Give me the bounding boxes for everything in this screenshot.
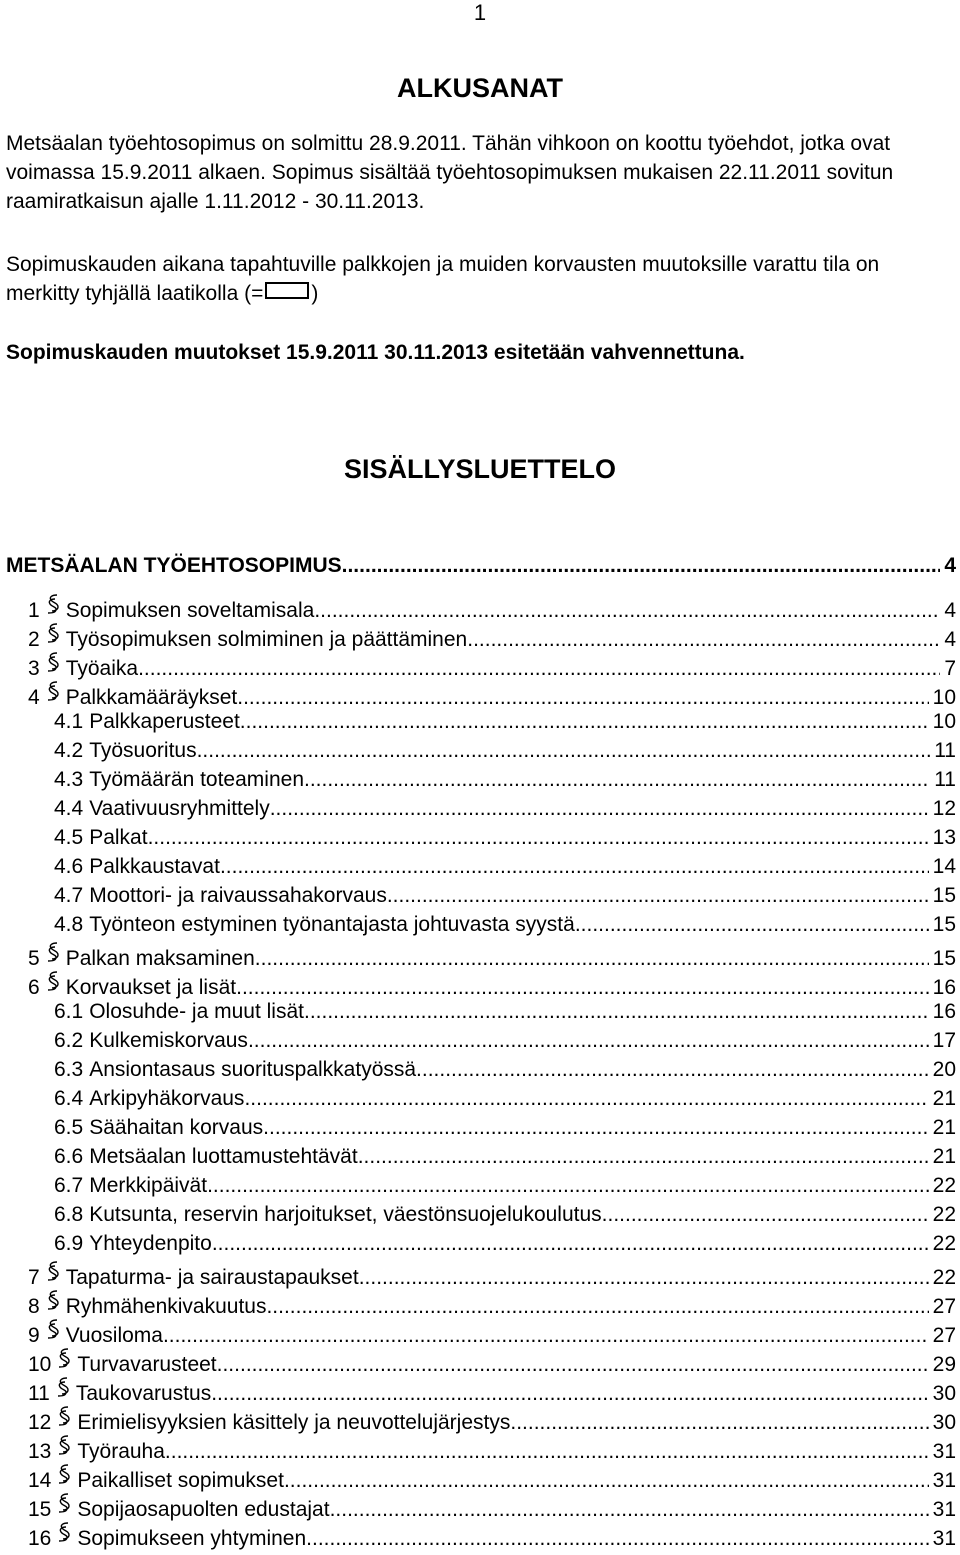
toc-entry-label: Palkkaperusteet <box>89 710 240 733</box>
toc-entry-label: Merkkipäivät <box>89 1174 208 1197</box>
toc-entry[interactable] <box>6 591 956 620</box>
toc-entry-label: Palkkamääräykset <box>65 686 238 709</box>
toc-leader-dots <box>211 1379 928 1408</box>
toc-entry[interactable] <box>6 1490 956 1519</box>
toc-leader-dots <box>304 765 930 794</box>
table-of-contents <box>6 548 956 1548</box>
toc-entry-label: Taukovarustus <box>75 1382 212 1405</box>
toc-entry[interactable] <box>6 1519 956 1548</box>
toc-entry[interactable] <box>6 968 956 997</box>
toc-entry-label: Vuosiloma <box>65 1324 163 1347</box>
toc-entry-page: 16 <box>932 976 956 999</box>
toc-entry-number: 6.3 <box>54 1058 84 1081</box>
toc-entry-number: 12 <box>28 1411 52 1434</box>
toc-entry-label: Erimielisyyksien käsittely ja neuvottelujärjestys <box>77 1411 511 1434</box>
toc-entry[interactable] <box>6 649 956 678</box>
section-sign-icon <box>42 591 64 617</box>
toc-entry[interactable] <box>6 910 956 939</box>
toc-entry-number: 6.9 <box>54 1232 84 1255</box>
toc-entry-label: Paikalliset sopimukset <box>77 1469 284 1492</box>
toc-entry-label: Ansiontasaus suorituspalkkatyössä <box>89 1058 417 1081</box>
toc-entry-label: Työsopimuksen solmiminen ja päättäminen <box>65 628 468 651</box>
toc-entry[interactable] <box>6 1200 956 1229</box>
toc-entry-page: 21 <box>932 1145 956 1168</box>
toc-entry-label: Sopijaosapuolten edustajat <box>77 1498 330 1521</box>
toc-entry-number: 2 <box>28 628 40 651</box>
toc-leader-dots <box>197 736 931 765</box>
toc-entry-label: Säähaitan korvaus <box>89 1116 264 1139</box>
toc-entry[interactable] <box>6 1345 956 1374</box>
toc-entry-label: Työmäärän toteaminen <box>89 768 304 791</box>
toc-leader-dots <box>342 548 941 584</box>
toc-leader-dots <box>212 1229 929 1258</box>
toc-entry-label: Työsuoritus <box>89 739 197 762</box>
toc-entry-label: Palkan maksaminen <box>65 947 255 970</box>
toc-entry-number: 6.6 <box>54 1145 84 1168</box>
toc-entry-label: Korvaukset ja lisät <box>65 976 237 999</box>
toc-leader-dots <box>359 1263 929 1292</box>
toc-entry-number: 6.4 <box>54 1087 84 1110</box>
toc-entry-label: Kutsunta, reservin harjoitukset, väestönsuojelukoulutus <box>89 1203 602 1226</box>
toc-entry-label: Metsäalan luottamustehtävät <box>89 1145 358 1168</box>
section-sign-icon <box>53 1345 75 1371</box>
changes-note: Sopimuskauden muutokset 15.9.2011 30.11.2013 esitetään vahvennettuna. <box>6 341 745 364</box>
empty-box-note-text: Sopimuskauden aikana tapahtuville palkkojen ja muiden korvausten muutoksille varattu tila on merkitty tyhjällä laatikolla (= <box>6 253 880 305</box>
toc-leader-dots <box>467 625 940 654</box>
section-sign-icon <box>42 1258 64 1284</box>
toc-leader-dots <box>207 1171 929 1200</box>
section-sign-icon <box>53 1490 75 1516</box>
toc-entry[interactable] <box>6 678 956 707</box>
toc-entry[interactable] <box>6 823 956 852</box>
toc-entry-page: 10 <box>932 710 956 733</box>
toc-entry[interactable] <box>6 1403 956 1432</box>
toc-leader-dots <box>220 852 929 881</box>
toc-entry[interactable] <box>6 852 956 881</box>
toc-entry[interactable] <box>6 939 956 968</box>
section-sign-icon <box>52 1374 74 1400</box>
section-sign-icon <box>42 1316 64 1342</box>
section-sign-icon <box>42 939 64 965</box>
toc-entry-number: 6.2 <box>54 1029 84 1052</box>
toc-leader-dots <box>266 1292 928 1321</box>
toc-leader-dots <box>358 1142 929 1171</box>
toc-entry-page: 4 <box>944 628 956 651</box>
toc-leader-dots <box>575 910 929 939</box>
section-sign-icon <box>53 1461 75 1487</box>
toc-entry-number: 5 <box>28 947 40 970</box>
toc-entry-number: 1 <box>28 599 40 622</box>
toc-entry-label: Palkat <box>89 826 148 849</box>
toc-entry-label: Turvavarusteet <box>77 1353 217 1376</box>
toc-entry-page: 17 <box>932 1029 956 1052</box>
toc-entry-page: 31 <box>932 1469 956 1492</box>
section-sign-icon <box>42 649 64 675</box>
toc-entry-label: METSÄALAN TYÖEHTOSOPIMUS <box>6 554 342 577</box>
toc-leader-dots <box>148 823 929 852</box>
toc-entry-page: 22 <box>932 1232 956 1255</box>
toc-entry[interactable] <box>6 1026 956 1055</box>
toc-entry-number: 6.8 <box>54 1203 84 1226</box>
toc-entry-page: 27 <box>932 1295 956 1318</box>
toc-entry-page: 7 <box>944 657 956 680</box>
toc-entry-main[interactable] <box>6 548 956 591</box>
toc-entry-number: 6.5 <box>54 1116 84 1139</box>
toc-entry-page: 12 <box>932 797 956 820</box>
toc-entry-label: Työrauha <box>77 1440 165 1463</box>
toc-leader-dots <box>387 881 929 910</box>
toc-entry-page: 31 <box>932 1440 956 1463</box>
empty-box-icon <box>265 282 309 299</box>
toc-entry[interactable] <box>6 736 956 765</box>
toc-entry[interactable] <box>6 1113 956 1142</box>
toc-leader-dots <box>163 1321 929 1350</box>
toc-entry[interactable] <box>6 1171 956 1200</box>
toc-entry-page: 22 <box>932 1174 956 1197</box>
toc-entry-label: Palkkaustavat <box>89 855 220 878</box>
toc-entry-label: Sopimuksen soveltamisala <box>65 599 315 622</box>
toc-entry-label: Työnteon estyminen työnantajasta johtuvasta syystä <box>89 913 575 936</box>
toc-leader-dots <box>240 707 929 736</box>
toc-entry[interactable] <box>6 1229 956 1258</box>
toc-entry-page: 15 <box>932 947 956 970</box>
toc-leader-dots <box>255 944 929 973</box>
toc-entry-page: 11 <box>934 739 956 762</box>
toc-entry-number: 4.3 <box>54 768 84 791</box>
toc-entry-page: 31 <box>932 1498 956 1521</box>
toc-leader-dots <box>244 1084 928 1113</box>
toc-entry-page: 22 <box>932 1266 956 1289</box>
toc-leader-dots <box>510 1408 928 1437</box>
toc-entry-page: 16 <box>932 1000 956 1023</box>
toc-entry-page: 30 <box>932 1382 956 1405</box>
toc-entry[interactable] <box>6 707 956 736</box>
empty-box-note-close: ) <box>311 282 319 305</box>
toc-entry[interactable] <box>6 1461 956 1490</box>
toc-entry[interactable] <box>6 1374 956 1403</box>
toc-entry-page: 11 <box>934 768 956 791</box>
toc-entry-number: 4.4 <box>54 797 84 820</box>
toc-entry-label: Arkipyhäkorvaus <box>89 1087 245 1110</box>
toc-entry[interactable] <box>6 794 956 823</box>
toc-leader-dots <box>165 1437 929 1466</box>
toc-leader-dots <box>248 1026 929 1055</box>
toc-leader-dots <box>217 1350 929 1379</box>
toc-entry[interactable] <box>6 1142 956 1171</box>
intro-paragraph-empty-box-note <box>6 250 956 308</box>
toc-entry-number: 14 <box>28 1469 52 1492</box>
toc-entry-number: 4.7 <box>54 884 84 907</box>
toc-leader-dots <box>330 1495 929 1524</box>
section-sign-icon <box>42 620 64 646</box>
toc-entry-number: 8 <box>28 1295 40 1318</box>
toc-entry-page: 21 <box>932 1116 956 1139</box>
page-title: ALKUSANAT <box>397 73 563 103</box>
toc-entry-label: Sopimukseen yhtyminen <box>77 1527 307 1550</box>
toc-entry-number: 4.6 <box>54 855 84 878</box>
intro-paragraph: Metsäalan työehtosopimus on solmittu 28.9.2011. Tähän vihkoon on koottu työehdot, jotka ovat voimassa 15.9.2011 alkaen. Sopimus sisältää työehtosopimuksen mukaisen 22.11.2011 sovitun raamiratkaisun ajalle 1.11.2012 - 30.11.2013. <box>6 132 894 213</box>
toc-leader-dots <box>314 596 940 625</box>
section-sign-icon <box>42 678 64 704</box>
toc-entry-number: 4.1 <box>54 710 84 733</box>
toc-entry-page: 29 <box>932 1353 956 1376</box>
toc-entry-page: 30 <box>932 1411 956 1434</box>
toc-entry-number: 6.1 <box>54 1000 84 1023</box>
toc-entry[interactable] <box>6 1287 956 1316</box>
toc-entry-number: 16 <box>28 1527 52 1550</box>
toc-leader-dots <box>602 1200 929 1229</box>
toc-entry-page: 14 <box>932 855 956 878</box>
toc-entry-page: 4 <box>944 554 956 577</box>
toc-entry[interactable] <box>6 881 956 910</box>
toc-entry-page: 13 <box>932 826 956 849</box>
toc-entry-page: 10 <box>932 686 956 709</box>
toc-entry-number: 4.5 <box>54 826 84 849</box>
toc-leader-dots <box>138 654 940 683</box>
toc-title: SISÄLLYSLUETTELO <box>343 454 617 484</box>
toc-entry-page: 15 <box>932 913 956 936</box>
toc-entry-number: 7 <box>28 1266 40 1289</box>
toc-entry-number: 6.7 <box>54 1174 84 1197</box>
section-sign-icon <box>53 1519 75 1545</box>
section-sign-icon <box>42 968 64 994</box>
toc-leader-dots <box>270 794 929 823</box>
toc-entry-number: 9 <box>28 1324 40 1347</box>
toc-entry-page: 31 <box>932 1527 956 1550</box>
toc-entry-number: 4.2 <box>54 739 84 762</box>
toc-entry-number: 13 <box>28 1440 52 1463</box>
toc-entry-page: 15 <box>932 884 956 907</box>
toc-leader-dots <box>284 1466 929 1495</box>
toc-entry-number: 15 <box>28 1498 52 1521</box>
toc-entry-label: Vaativuusryhmittely <box>89 797 270 820</box>
section-sign-icon <box>53 1432 75 1458</box>
toc-entry-number: 6 <box>28 976 40 999</box>
toc-entry[interactable] <box>6 765 956 794</box>
toc-entry[interactable] <box>6 1055 956 1084</box>
section-sign-icon <box>53 1403 75 1429</box>
toc-entry[interactable] <box>6 1258 956 1287</box>
toc-entry-page: 27 <box>932 1324 956 1347</box>
toc-leader-dots <box>416 1055 929 1084</box>
toc-entry-label: Ryhmähenkivakuutus <box>65 1295 267 1318</box>
toc-entry-number: 10 <box>28 1353 52 1376</box>
toc-entry[interactable] <box>6 1084 956 1113</box>
toc-entry-page: 21 <box>932 1087 956 1110</box>
toc-entry-label: Tapaturma- ja sairaustapaukset <box>65 1266 359 1289</box>
toc-entry-label: Kulkemiskorvaus <box>89 1029 248 1052</box>
page-number: 1 <box>473 0 487 25</box>
toc-entry-number: 4 <box>28 686 40 709</box>
toc-entry-page: 20 <box>932 1058 956 1081</box>
toc-entry-number: 11 <box>28 1382 50 1405</box>
toc-entry-number: 4.8 <box>54 913 84 936</box>
toc-entry-label: Yhteydenpito <box>89 1232 212 1255</box>
toc-entry-label: Työaika <box>65 657 139 680</box>
toc-entry-number: 3 <box>28 657 40 680</box>
toc-entry[interactable] <box>6 1316 956 1345</box>
toc-entry[interactable] <box>6 1432 956 1461</box>
toc-entry[interactable] <box>6 997 956 1026</box>
toc-entry-label: Olosuhde- ja muut lisät <box>89 1000 304 1023</box>
toc-entry[interactable] <box>6 620 956 649</box>
toc-leader-dots <box>304 997 929 1026</box>
section-sign-icon <box>42 1287 64 1313</box>
toc-leader-dots <box>263 1113 928 1142</box>
toc-leader-dots <box>306 1524 928 1553</box>
toc-entry-page: 4 <box>944 599 956 622</box>
toc-entry-label: Moottori- ja raivaussahakorvaus <box>89 884 387 907</box>
toc-entry-page: 22 <box>932 1203 956 1226</box>
